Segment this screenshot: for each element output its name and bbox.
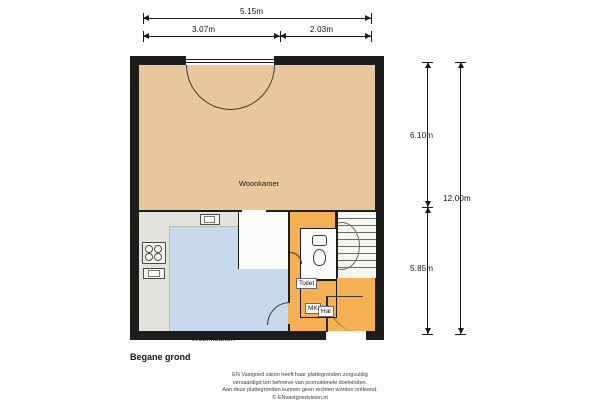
disclaimer-line-4: © ENvastgoedvision.nl [0, 395, 600, 402]
washbasin-icon [312, 235, 327, 246]
counter-sink-icon [200, 214, 220, 225]
burner-icon [154, 253, 162, 261]
stair-step [338, 218, 376, 219]
burner-icon [145, 253, 153, 261]
dim-upper-right-tick-top [422, 62, 433, 63]
window-glass-line [186, 62, 274, 63]
dim-right-top-line [280, 36, 371, 37]
dim-total-top-line [143, 18, 371, 19]
room-label-toilet: Toilet [296, 278, 317, 289]
burner-icon [145, 245, 153, 253]
sink-basin-icon [148, 270, 160, 277]
room-label-woonkamer: Woonkamer [224, 179, 294, 188]
dim-lower-right-label: 5.85m [410, 264, 433, 273]
room-toilet [300, 228, 337, 280]
dim-total-right-tick-bottom [455, 334, 466, 335]
room-label-mk: MK [305, 303, 321, 314]
sink-icon [143, 268, 165, 279]
partition-kitchen-strip [238, 212, 239, 269]
dim-lower-right-arrow-top [425, 207, 431, 213]
dim-total-right-tick-top [455, 62, 466, 63]
dim-right-top-arrow-left [280, 33, 286, 39]
dim-left-top-label: 3.07m [192, 25, 215, 34]
dim-total-top-tick-right [371, 13, 372, 24]
dim-total-top-label: 5.15m [240, 7, 263, 16]
dim-total-top-tick-left [143, 13, 144, 24]
opening-kitchen-living [242, 210, 266, 212]
dim-lower-right-tick-bottom [422, 334, 433, 335]
staircase [337, 212, 376, 278]
dim-left-top-tick-left [143, 31, 144, 42]
room-label-hal: Hal [318, 306, 334, 317]
disclaimer-block [0, 372, 600, 402]
room-hall-entry-strip [238, 212, 288, 269]
dim-left-top-line [143, 36, 280, 37]
stove-icon [142, 242, 166, 264]
dim-right-top-tick-right [371, 31, 372, 42]
dim-total-right-label: 12.00m [443, 194, 471, 203]
room-label-woonkeuken: Woonkeuken [178, 334, 248, 343]
burner-icon [154, 245, 162, 253]
dim-right-top-label: 2.03m [310, 25, 333, 34]
disclaimer-line-1: EN Vastgoed vision heeft haar plattegronden zorgvuldig [0, 372, 600, 380]
floorplan-walls [130, 56, 384, 340]
dim-upper-right-label: 6.10m [410, 131, 433, 140]
window-opening-front [186, 56, 274, 65]
disclaimer-line-3: Aan deze plattegronden kunnen geen rechten worden ontleend. [0, 387, 600, 395]
plan-title: Begane grond [130, 352, 191, 362]
window-glass-line [186, 59, 274, 60]
counter-sink-basin-icon [204, 216, 215, 223]
toilet-icon [313, 249, 326, 266]
disclaimer-line-2: vervaardigd ten behoeve van promotionele doeleinden. [0, 380, 600, 388]
stair-direction-arc [337, 222, 360, 270]
